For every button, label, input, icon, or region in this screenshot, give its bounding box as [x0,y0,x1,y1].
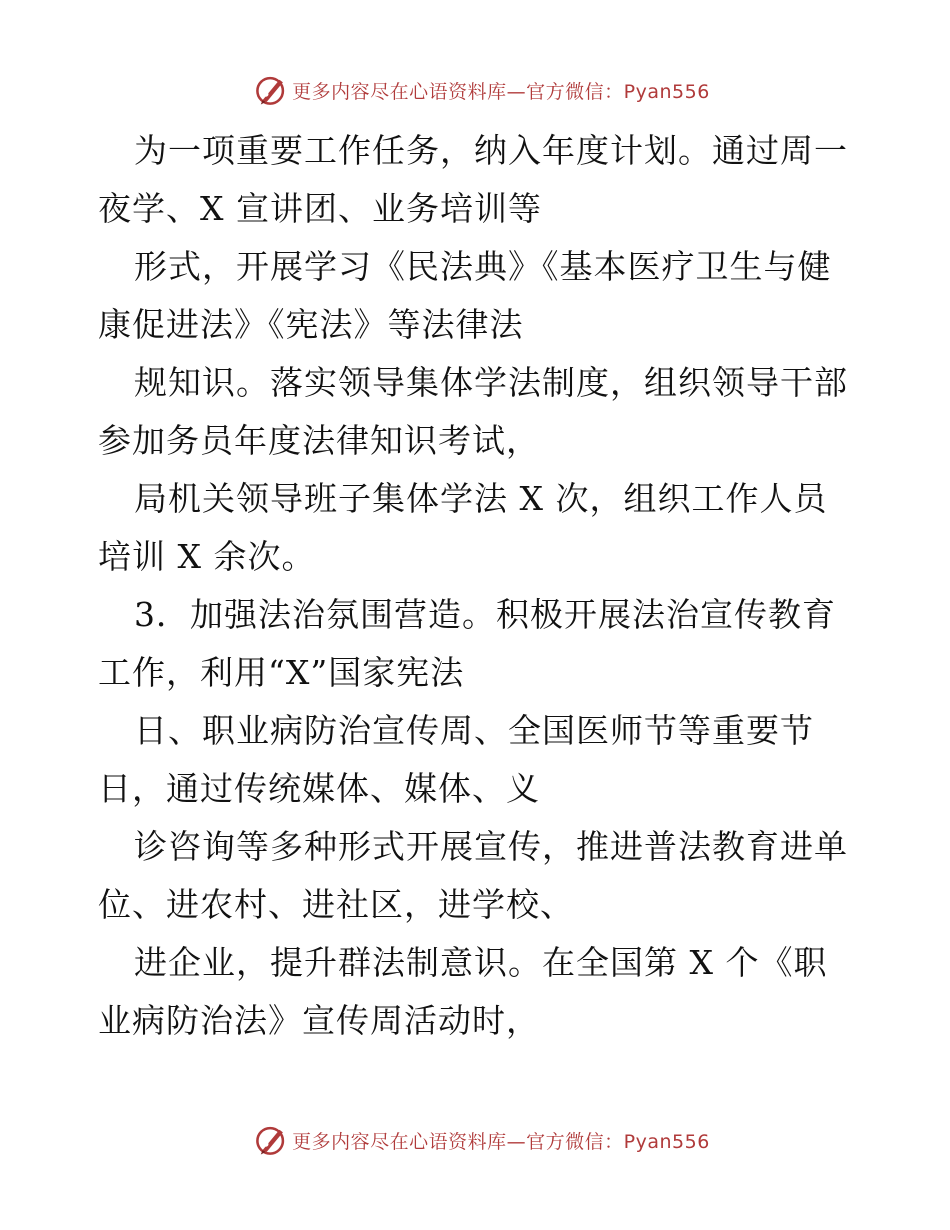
text-line: 工作，利用“X”国家宪法 [98,653,465,692]
text-line: 形式，开展学习《民法典》《基本医疗卫生与健 [134,247,832,286]
text-line: 位、进农村、进社区，进学校、 [98,885,574,924]
text-line: 日、职业病防治宣传周、全国医师节等重要节 [134,711,814,750]
watermark-text: 更多内容尽在心语资料库—官方微信：Pyan556 [292,80,710,103]
header-watermark [0,70,950,110]
watermark-group [254,73,710,107]
text-line: 参加务员年度法律知识考试， [98,421,540,460]
pen-logo-icon [254,1123,288,1157]
text-line: 业病防治法》宣传周活动时， [98,1001,540,1040]
watermark-group [254,1123,710,1157]
document-body [98,122,858,1050]
footer-watermark [0,1120,950,1160]
text-line: 3．加强法治氛围营造。积极开展法治宣传教育 [134,595,836,634]
text-line: 规知识。落实领导集体学法制度，组织领导干部 [134,363,848,402]
text-line: 局机关领导班子集体学法 X 次，组织工作人员 [134,479,828,518]
watermark-text: 更多内容尽在心语资料库—官方微信：Pyan556 [292,1130,710,1153]
text-line: 日，通过传统媒体、媒体、义 [98,769,540,808]
text-line: 夜学、X 宣讲团、业务培训等 [98,189,542,228]
text-line: 康促进法》《宪法》等法律法 [98,305,524,344]
text-line: 进企业，提升群法制意识。在全国第 X 个《职 [134,943,828,982]
pen-logo-icon [254,73,288,107]
text-line: 培训 X 余次。 [98,537,316,576]
text-line: 为一项重要工作任务，纳入年度计划。通过周一 [134,131,848,170]
text-line: 诊咨询等多种形式开展宣传，推进普法教育进单 [134,827,848,866]
